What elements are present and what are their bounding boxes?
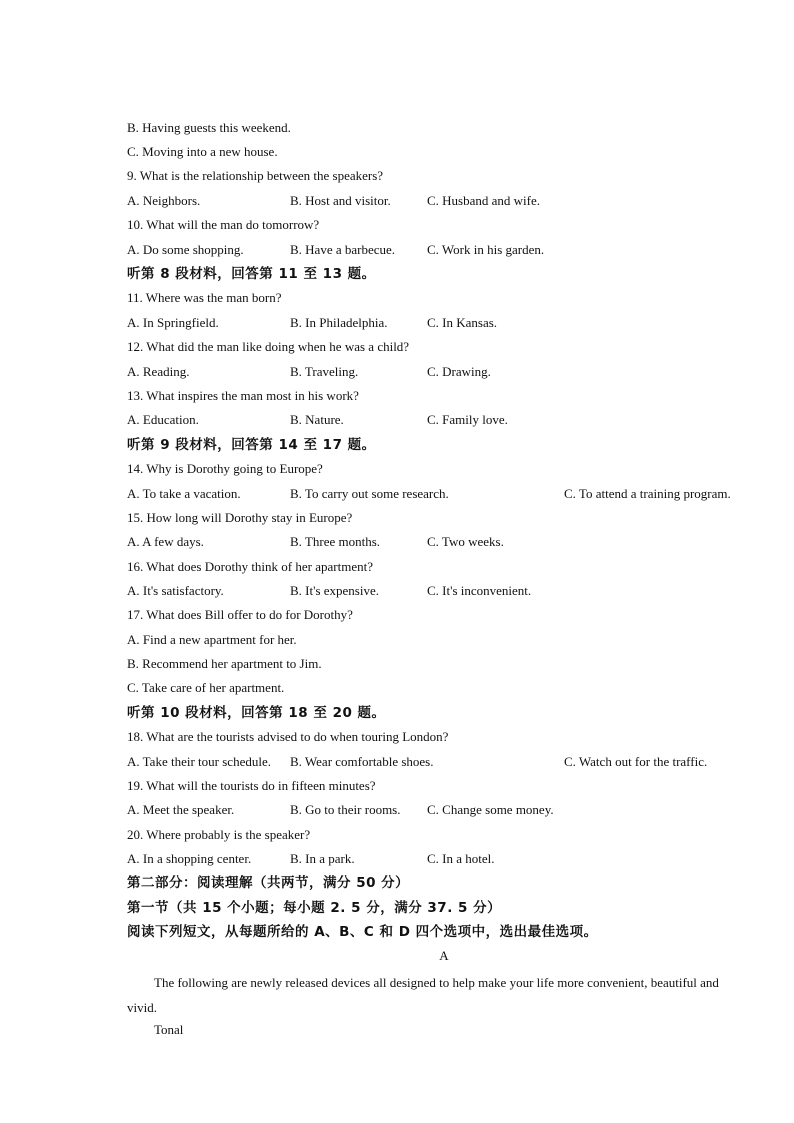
option-b: B. Have a barbecue.: [290, 242, 396, 257]
option-a: A. Reading.: [127, 364, 190, 379]
option-a: A. A few days.: [127, 534, 204, 549]
option-b: B. To carry out some research.: [290, 486, 449, 501]
question-20: 20. Where probably is the speaker?: [127, 827, 311, 842]
option-b: B. Three months.: [290, 534, 381, 549]
option-c: C. Two weeks.: [427, 534, 504, 549]
option-line: B. Recommend her apartment to Jim.: [127, 656, 322, 671]
option-c: C. It's inconvenient.: [427, 583, 532, 598]
question-13: 13. What inspires the man most in his work?: [127, 388, 359, 403]
passage-subheading: Tonal: [154, 1022, 184, 1037]
option-c: C. Family love.: [427, 412, 508, 427]
question-11: 11. Where was the man born?: [127, 290, 282, 305]
option-c: C. In Kansas.: [427, 315, 498, 330]
question-9: 9. What is the relationship between the speakers?: [127, 168, 384, 183]
option-c: C. To attend a training program.: [564, 486, 731, 501]
option-a: A. Meet the speaker.: [127, 802, 235, 817]
option-b: B. In Philadelphia.: [290, 315, 388, 330]
option-a: A. Do some shopping.: [127, 242, 244, 257]
option-a: A. In a shopping center.: [127, 851, 252, 866]
question-19: 19. What will the tourists do in fifteen minutes?: [127, 778, 376, 793]
question-12: 12. What did the man like doing when he was a child?: [127, 339, 410, 354]
question-10: 10. What will the man do tomorrow?: [127, 217, 320, 232]
part-two-heading: 第二部分：阅读理解（共两节，满分 50 分）: [127, 875, 410, 891]
question-15: 15. How long will Dorothy stay in Europe?: [127, 510, 353, 525]
option-a: A. In Springfield.: [127, 315, 219, 330]
option-c: C. Work in his garden.: [427, 242, 545, 257]
option-line: B. Having guests this weekend.: [127, 120, 291, 135]
option-b: B. Traveling.: [290, 364, 359, 379]
option-c: C. Husband and wife.: [427, 193, 541, 208]
option-a: A. Neighbors.: [127, 193, 201, 208]
section-one-heading: 第一节（共 15 个小题；每小题 2. 5 分，满分 37. 5 分）: [127, 900, 502, 916]
section-heading-8: 听第 8 段材料，回答第 11 至 13 题。: [127, 266, 376, 282]
option-b: B. Host and visitor.: [290, 193, 391, 208]
option-c: C. Watch out for the traffic.: [564, 754, 708, 769]
passage-paragraph: The following are newly released devices all designed to help make your life more convenient, beautiful and vivid.: [127, 975, 719, 1015]
question-18: 18. What are the tourists advised to do when touring London?: [127, 729, 449, 744]
section-heading-10: 听第 10 段材料，回答第 18 至 20 题。: [127, 705, 386, 721]
question-17: 17. What does Bill offer to do for Dorothy?: [127, 607, 353, 622]
section-heading-9: 听第 9 段材料，回答第 14 至 17 题。: [127, 437, 376, 453]
option-b: B. Nature.: [290, 412, 344, 427]
option-b: B. Wear comfortable shoes.: [290, 754, 434, 769]
option-line: A. Find a new apartment for her.: [127, 632, 297, 647]
option-c: C. Drawing.: [427, 364, 491, 379]
passage-label: A: [439, 948, 449, 963]
option-c: C. Change some money.: [427, 802, 554, 817]
question-16: 16. What does Dorothy think of her apartment?: [127, 559, 373, 574]
option-line: C. Take care of her apartment.: [127, 680, 285, 695]
instructions: 阅读下列短文，从每题所给的 A、B、C 和 D 四个选项中，选出最佳选项。: [127, 924, 598, 940]
option-b: B. It's expensive.: [290, 583, 379, 598]
option-line: C. Moving into a new house.: [127, 144, 278, 159]
question-14: 14. Why is Dorothy going to Europe?: [127, 461, 323, 476]
option-a: A. It's satisfactory.: [127, 583, 224, 598]
option-a: A. To take a vacation.: [127, 486, 241, 501]
option-b: B. In a park.: [290, 851, 355, 866]
option-a: A. Education.: [127, 412, 199, 427]
option-b: B. Go to their rooms.: [290, 802, 401, 817]
option-c: C. In a hotel.: [427, 851, 495, 866]
option-a: A. Take their tour schedule.: [127, 754, 271, 769]
